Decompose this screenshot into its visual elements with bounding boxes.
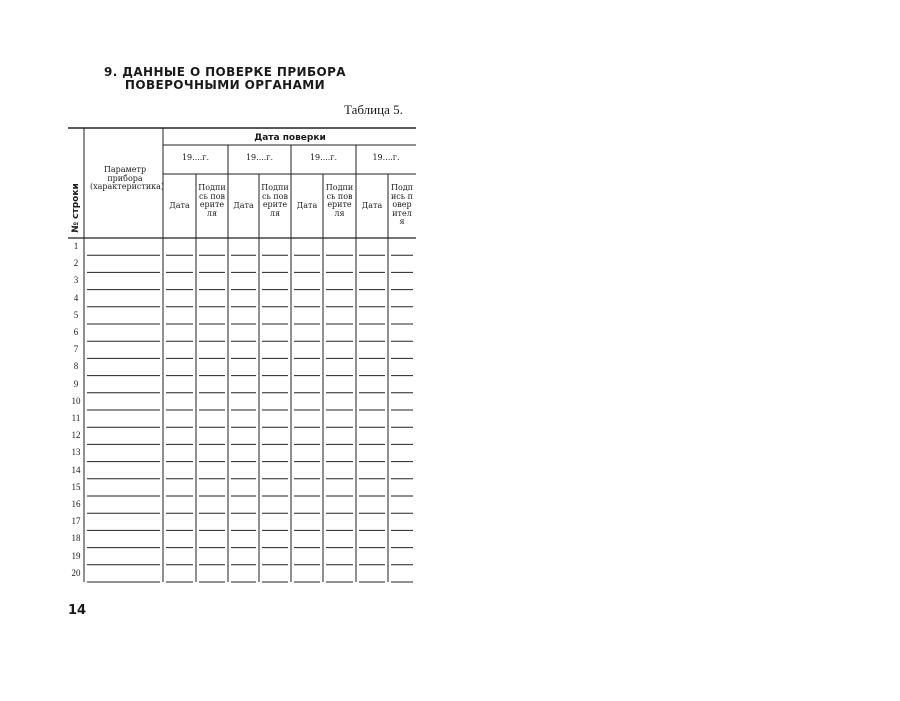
- signature-column-header: Подпись поверителя: [390, 183, 414, 226]
- row-number: 14: [71, 464, 81, 475]
- row-number: 5: [73, 309, 79, 320]
- row-number: 7: [73, 344, 79, 355]
- row-number: 19: [71, 550, 81, 561]
- row-number: 13: [71, 447, 81, 458]
- verification-date-header: Дата поверки: [254, 133, 326, 143]
- date-column-header: Дата: [361, 201, 383, 210]
- year-header-2: 19....г.: [245, 153, 274, 162]
- row-number: 20: [71, 567, 81, 578]
- row-number: 4: [73, 292, 79, 303]
- date-column-header: Дата: [296, 201, 318, 210]
- row-number: 17: [71, 516, 81, 527]
- row-number: 12: [71, 430, 81, 441]
- signature-column-header: Подпись поверителя: [261, 183, 289, 218]
- row-number: 15: [71, 481, 81, 492]
- row-number: 3: [73, 275, 79, 286]
- table-label: Таблица 5.: [344, 102, 403, 117]
- row-number: 9: [73, 378, 79, 389]
- row-number-header: № строки: [71, 183, 81, 233]
- row-number: 16: [71, 499, 81, 509]
- section-title-line-2: ПОВЕРОЧНЫМИ ОРГАНАМИ: [124, 78, 326, 92]
- date-column-header: Дата: [169, 201, 190, 210]
- row-number: 2: [73, 258, 79, 269]
- signature-column-header: Подпись поверителя: [198, 183, 226, 218]
- row-number: 18: [71, 533, 81, 544]
- year-header-1: 19....г.: [181, 153, 210, 162]
- row-number: 6: [73, 327, 79, 337]
- row-number: 1: [73, 241, 79, 251]
- row-number: 11: [71, 413, 81, 423]
- signature-column-header: Подпись поверителя: [325, 183, 354, 218]
- parameter-header: Параметр прибора (характеристика): [90, 165, 165, 191]
- year-header-4: 19....г.: [372, 153, 400, 162]
- year-header-3: 19....г.: [309, 153, 338, 162]
- date-column-header: Дата: [233, 201, 254, 210]
- page-number: 14: [68, 603, 87, 618]
- row-number: 8: [73, 361, 79, 372]
- row-number: 10: [71, 395, 81, 406]
- section-title-line-1: 9. ДАННЫЕ О ПОВЕРКЕ ПРИБОРА: [103, 65, 346, 79]
